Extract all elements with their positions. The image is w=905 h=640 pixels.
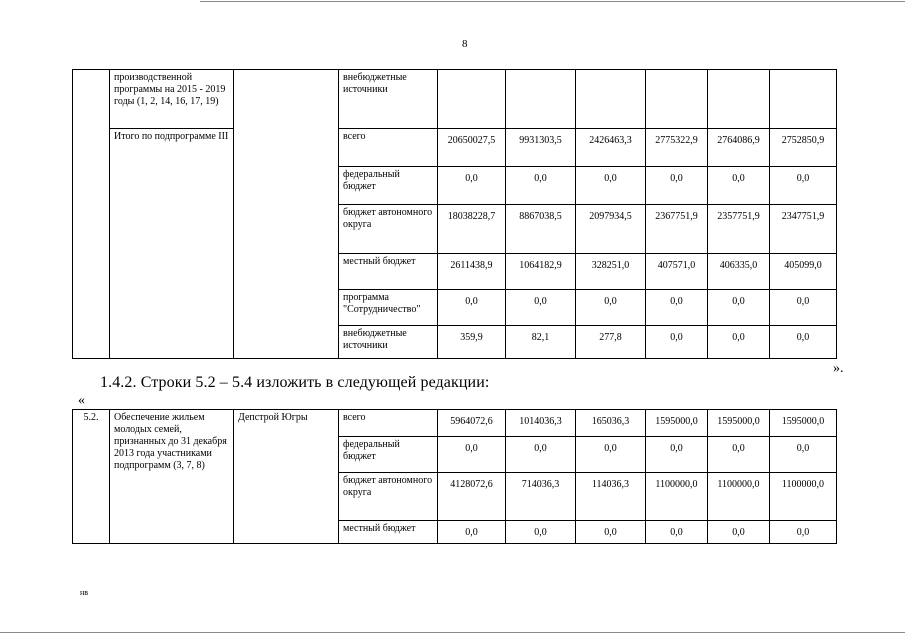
name-cell: Обеспечение жильем молодых семей, признанных до 31 декабря 2013 года участниками подпрограмм (3, 7, 8) bbox=[110, 410, 234, 544]
budget-table-subprogram-3 bbox=[72, 69, 837, 359]
value-cell: 2775322,9 bbox=[646, 129, 708, 167]
value-cell: 0,0 bbox=[576, 290, 646, 326]
value-cell: 5964072,6 bbox=[438, 410, 506, 437]
value-cell: 1100000,0 bbox=[770, 473, 837, 521]
value-cell: 0,0 bbox=[708, 167, 770, 205]
value-cell: 1595000,0 bbox=[708, 410, 770, 437]
value-cell: 0,0 bbox=[438, 167, 506, 205]
value-cell: 0,0 bbox=[770, 167, 837, 205]
value-cell: 2347751,9 bbox=[770, 205, 837, 254]
value-cell: 2426463,3 bbox=[576, 129, 646, 167]
value-cell: 277,8 bbox=[576, 326, 646, 359]
table-row bbox=[73, 410, 837, 437]
value-cell: 1100000,0 bbox=[646, 473, 708, 521]
source-cell: внебюджетные источники bbox=[339, 326, 438, 359]
value-cell: 82,1 bbox=[506, 326, 576, 359]
executor-cell: Депстрой Югры bbox=[234, 410, 339, 544]
executor-cell bbox=[234, 70, 339, 359]
value-cell: 0,0 bbox=[770, 437, 837, 473]
page-number: 8 bbox=[462, 38, 468, 50]
value-cell: 0,0 bbox=[506, 521, 576, 544]
row-number-cell: 5.2. bbox=[73, 410, 110, 544]
value-cell: 0,0 bbox=[770, 521, 837, 544]
value-cell: 18038228,7 bbox=[438, 205, 506, 254]
closing-quote: ». bbox=[833, 361, 844, 376]
source-cell: федеральный бюджет bbox=[339, 167, 438, 205]
value-cell: 0,0 bbox=[438, 437, 506, 473]
footer-code: нв bbox=[80, 588, 89, 597]
table-row bbox=[73, 129, 837, 167]
source-cell: всего bbox=[339, 410, 438, 437]
table-row bbox=[73, 70, 837, 129]
source-cell: программа "Сотрудничество" bbox=[339, 290, 438, 326]
source-cell: местный бюджет bbox=[339, 254, 438, 290]
value-cell: 328251,0 bbox=[576, 254, 646, 290]
scan-edge-bottom bbox=[0, 632, 905, 633]
value-cell bbox=[576, 70, 646, 129]
value-cell: 1014036,3 bbox=[506, 410, 576, 437]
value-cell: 0,0 bbox=[506, 437, 576, 473]
value-cell: 0,0 bbox=[646, 326, 708, 359]
name-cell: производственной программы на 2015 - 2019 годы (1, 2, 14, 16, 17, 19) bbox=[110, 70, 234, 129]
value-cell: 0,0 bbox=[770, 290, 837, 326]
value-cell bbox=[506, 70, 576, 129]
value-cell: 0,0 bbox=[770, 326, 837, 359]
value-cell: 2367751,9 bbox=[646, 205, 708, 254]
value-cell: 0,0 bbox=[576, 167, 646, 205]
value-cell: 165036,3 bbox=[576, 410, 646, 437]
value-cell: 405099,0 bbox=[770, 254, 837, 290]
value-cell: 4128072,6 bbox=[438, 473, 506, 521]
value-cell: 0,0 bbox=[506, 290, 576, 326]
value-cell: 407571,0 bbox=[646, 254, 708, 290]
value-cell: 0,0 bbox=[646, 290, 708, 326]
row-number-cell bbox=[73, 70, 110, 359]
value-cell: 2752850,9 bbox=[770, 129, 837, 167]
value-cell: 0,0 bbox=[646, 521, 708, 544]
scan-edge-top bbox=[200, 1, 905, 2]
value-cell: 0,0 bbox=[708, 290, 770, 326]
value-cell: 8867038,5 bbox=[506, 205, 576, 254]
value-cell: 0,0 bbox=[576, 521, 646, 544]
value-cell bbox=[646, 70, 708, 129]
value-cell: 0,0 bbox=[708, 437, 770, 473]
source-cell: бюджет автономного округа bbox=[339, 205, 438, 254]
value-cell: 1100000,0 bbox=[708, 473, 770, 521]
value-cell: 0,0 bbox=[576, 437, 646, 473]
value-cell bbox=[438, 70, 506, 129]
source-cell: всего bbox=[339, 129, 438, 167]
value-cell: 0,0 bbox=[708, 326, 770, 359]
value-cell: 20650027,5 bbox=[438, 129, 506, 167]
value-cell: 714036,3 bbox=[506, 473, 576, 521]
value-cell: 359,9 bbox=[438, 326, 506, 359]
value-cell: 0,0 bbox=[708, 521, 770, 544]
value-cell: 2097934,5 bbox=[576, 205, 646, 254]
source-cell: внебюджетные источники bbox=[339, 70, 438, 129]
source-cell: федеральный бюджет bbox=[339, 437, 438, 473]
value-cell: 0,0 bbox=[438, 290, 506, 326]
value-cell bbox=[770, 70, 837, 129]
opening-quote: « bbox=[78, 393, 85, 408]
value-cell: 0,0 bbox=[506, 167, 576, 205]
value-cell: 2611438,9 bbox=[438, 254, 506, 290]
value-cell: 1595000,0 bbox=[770, 410, 837, 437]
value-cell: 114036,3 bbox=[576, 473, 646, 521]
value-cell bbox=[708, 70, 770, 129]
value-cell: 406335,0 bbox=[708, 254, 770, 290]
value-cell: 1595000,0 bbox=[646, 410, 708, 437]
source-cell: местный бюджет bbox=[339, 521, 438, 544]
section-heading: 1.4.2. Строки 5.2 – 5.4 изложить в следующей редакции: bbox=[100, 374, 490, 391]
budget-table-row-5-2 bbox=[72, 409, 837, 544]
value-cell: 0,0 bbox=[438, 521, 506, 544]
value-cell: 2357751,9 bbox=[708, 205, 770, 254]
source-cell: бюджет автономного округа bbox=[339, 473, 438, 521]
value-cell: 0,0 bbox=[646, 167, 708, 205]
value-cell: 0,0 bbox=[646, 437, 708, 473]
value-cell: 1064182,9 bbox=[506, 254, 576, 290]
value-cell: 2764086,9 bbox=[708, 129, 770, 167]
name-cell: Итого по подпрограмме III bbox=[110, 129, 234, 359]
value-cell: 9931303,5 bbox=[506, 129, 576, 167]
